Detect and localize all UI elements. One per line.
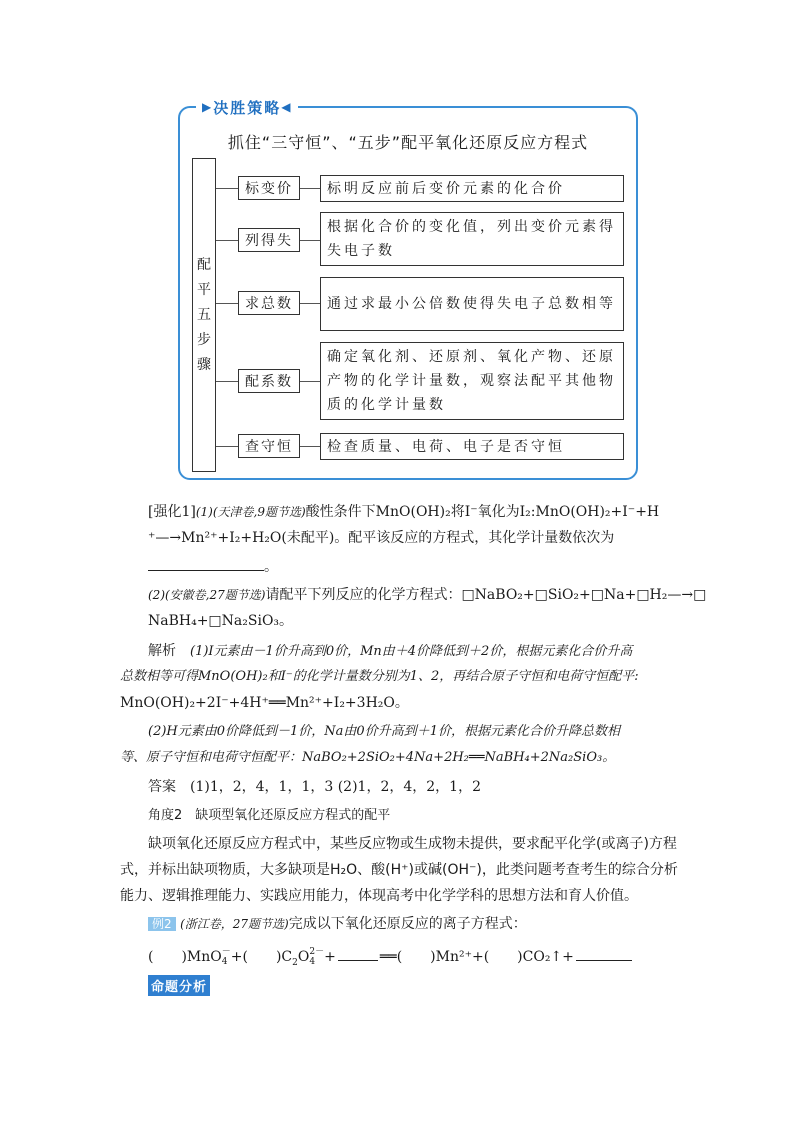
connector [300, 446, 320, 447]
q1-part1-source: (1)(天津卷,9题节选) [195, 505, 306, 519]
step-label: 列得失 [238, 228, 300, 252]
q1-line2: ⁺—→Mn²⁺+I₂+H₂O(未配平)。配平该反应的方程式，其化学计量数依次为 [148, 530, 615, 546]
example2-text: 完成以下氧化还原反应的离子方程式： [288, 916, 527, 932]
answer-label: 答案 [148, 779, 176, 795]
strategy-title: 抓住“三守恒”、“五步”配平氧化还原反应方程式 [227, 133, 589, 152]
connector [300, 240, 320, 241]
answer-blank[interactable] [148, 556, 264, 571]
step-desc: 确定氧化剂、还原剂、氧化产物、还原产物的化学计量数，观察法配平其他物质的化学计量数 [320, 342, 624, 420]
q1-line3 [148, 556, 278, 577]
example2-equation [148, 946, 632, 973]
angle-para-line2: 式，并标出缺项物质，大多缺项是H₂O、酸(H⁺)或碱(OH⁻)，此类问题考查考生的综合分析 [120, 862, 678, 878]
step-desc: 根据化合价的变化值，列出变价元素得失电子数 [320, 212, 624, 266]
connector [300, 303, 320, 304]
connector [300, 381, 320, 382]
step-desc: 检查质量、电荷、电子是否守恒 [320, 433, 624, 460]
eq-sup: 2－ [309, 947, 325, 957]
example2-badge: 例2 [148, 917, 176, 931]
example2-line [148, 914, 527, 934]
solution-line4: (2)H元素由0价降低到－1价，Na由0价升高到＋1价，根据元素化合价升降总数相 [148, 724, 620, 739]
connector [216, 303, 238, 304]
eq-script [309, 947, 324, 967]
side-char: 骤 [197, 356, 211, 373]
step-label: 配系数 [238, 369, 300, 393]
analysis-badge: 命题分析 [148, 975, 210, 996]
side-char: 配 [197, 256, 211, 273]
connector [216, 188, 238, 189]
eq-script [222, 947, 231, 967]
side-char: 五 [197, 306, 211, 323]
connector [300, 188, 320, 189]
step-label: 查守恒 [238, 434, 300, 458]
eq-sub: 4 [221, 957, 228, 967]
angle-para-line1: 缺项氧化还原反应方程式中，某些反应物或生成物未提供，要求配平化学(或离子)方程 [148, 836, 677, 852]
solution-line1 [148, 641, 632, 662]
step-desc: 标明反应前后变价元素的化合价 [320, 175, 624, 202]
q1-part2-text: 请配平下列反应的化学方程式：□NaBO₂+□SiO₂+□Na+□H₂—→□ [265, 587, 707, 603]
answer-text: (1)1，2，4，1，1，3 (2)1，2，4，2，1，2 [190, 779, 481, 795]
eq-part: ══( )Mn²⁺+( )CO₂↑+ [379, 949, 574, 965]
eq-part: +( )C [230, 949, 293, 965]
eq-part: + [324, 949, 336, 965]
step-label: 标变价 [238, 176, 300, 200]
strategy-tag-label: 决胜策略 [213, 98, 282, 117]
q1-part2-line1 [148, 585, 706, 605]
arrow-left-icon: ◀ [281, 100, 293, 114]
connector [216, 240, 238, 241]
solution-text: (1)I元素由－1价升高到0价，Mn由＋4价降低到＋2价，根据元素化合价升高 [190, 644, 633, 659]
q1-part1-text: 酸性条件下MnO(OH)₂将I⁻氧化为I₂:MnO(OH)₂+I⁻+H [305, 504, 660, 520]
answer-blank[interactable] [338, 946, 378, 961]
angle-heading: 角度2 缺项型氧化还原反应方程式的配平 [148, 808, 391, 823]
solution-label: 解析 [148, 643, 176, 659]
arrow-right-icon: ▶ [202, 100, 214, 114]
step-label: 求总数 [238, 291, 300, 315]
connector [216, 381, 238, 382]
eq-sup: － [221, 947, 231, 957]
strategy-tag [196, 96, 298, 118]
solution-line3: MnO(OH)₂+2I⁻+4H⁺══Mn²⁺+I₂+3H₂O。 [120, 695, 409, 711]
eq-sub: 4 [309, 957, 316, 967]
side-label [192, 158, 216, 472]
q1-part2-source: (2)(安徽卷,27题节选) [148, 588, 266, 602]
q1-line1 [148, 502, 659, 522]
solution-line5: 等、原子守恒和电荷守恒配平：NaBO₂+2SiO₂+4Na+2H₂══NaBH₄+2Na₂SiO₃。 [120, 750, 616, 765]
example2-source: (浙江卷，27题节选) [180, 917, 289, 931]
q1-part2-line2: NaBH₄+□Na₂SiO₃。 [148, 613, 294, 629]
connector [216, 446, 238, 447]
solution-line2: 总数相等可得MnO(OH)₂和I⁻的化学计量数分别为1、2，再结合原子守恒和电荷守恒配平: [120, 669, 639, 684]
answer-line [148, 777, 481, 797]
q1-end: 。 [264, 559, 278, 575]
angle-para-line3: 能力、逻辑推理能力、实践应用能力，体现高考中化学学科的思想方法和育人价值。 [120, 888, 638, 904]
q1-prefix: [强化1] [148, 504, 196, 520]
eq-part: ( )MnO [148, 949, 222, 965]
side-char: 平 [197, 281, 211, 298]
eq-part: O [297, 949, 310, 965]
answer-blank[interactable] [576, 946, 632, 961]
step-desc: 通过求最小公倍数使得失电子总数相等 [320, 277, 624, 331]
eq-sub: 2 [292, 957, 298, 968]
side-char: 步 [197, 331, 211, 348]
